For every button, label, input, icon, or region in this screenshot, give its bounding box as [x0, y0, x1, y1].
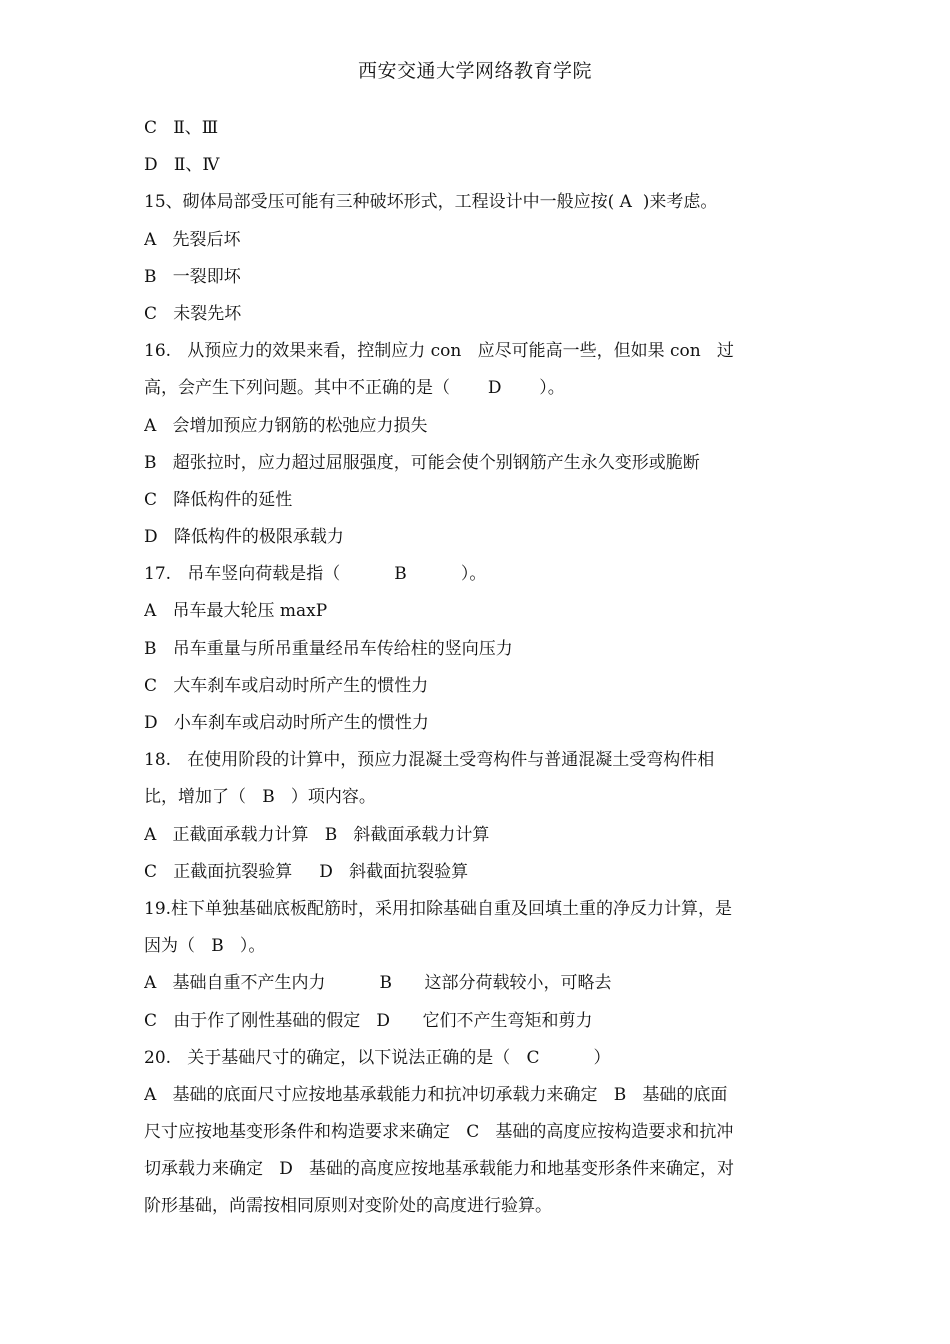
question-15: 15、砌体局部受压可能有三种破坏形式，工程设计中一般应按( A )来考虑。 — [144, 192, 718, 213]
option-b-q16: B 超张拉时，应力超过屈服强度，可能会使个别钢筋产生永久变形或脆断 — [144, 452, 700, 473]
option-d-q17: D 小车刹车或启动时所产生的惯性力 — [144, 713, 429, 733]
question-18-line-1: 18. 在使用阶段的计算中，预应力混凝土受弯构件与普通混凝土受弯构件相 — [144, 750, 715, 771]
question-19-line-1: 19.柱下单独基础底板配筋时，采用扣除基础自重及回填土重的净反力计算，是 — [144, 898, 733, 919]
option-b-q15: B 一裂即坏 — [144, 266, 241, 287]
question-17: 17. 吊车竖向荷载是指（ B ）。 — [144, 564, 487, 585]
options-q20-line-2: 尺寸应按地基变形条件和构造要求来确定 C 基础的高度应按构造要求和抗冲 — [144, 1122, 734, 1143]
option-d-q16: D 降低构件的极限承载力 — [144, 527, 344, 548]
option-b-q17: B 吊车重量与所吊重量经吊车传给柱的竖向压力 — [144, 638, 513, 659]
option-a-q15: A 先裂后坏 — [144, 229, 241, 250]
options-q20-line-3: 切承载力来确定 D 基础的高度应按地基承载能力和地基变形条件来确定，对 — [144, 1159, 735, 1180]
question-16-line-2: 高，会产生下列问题。其中不正确的是（ D ）。 — [144, 378, 565, 399]
options-q20-line-4: 阶形基础，尚需按相同原则对变阶处的高度进行验算。 — [144, 1196, 552, 1217]
option-c-q15: C 未裂先坏 — [144, 303, 242, 324]
option-a-q16: A 会增加预应力钢筋的松弛应力损失 — [144, 415, 428, 436]
question-19-line-2: 因为（ B ）。 — [144, 936, 266, 957]
options-ab-q19: A 基础自重不产生内力 B 这部分荷载较小，可略去 — [144, 973, 612, 994]
document-body — [144, 110, 816, 1226]
options-q20-line-1: A 基础的底面尺寸应按地基承载能力和抗冲切承载力来确定 B 基础的底面 — [144, 1084, 728, 1105]
question-18-line-2: 比，增加了（ B ）项内容。 — [144, 787, 376, 808]
option-d-q14: D Ⅱ、Ⅳ — [144, 155, 220, 176]
page-header: 西安交通大学网络教育学院 — [357, 60, 592, 82]
option-a-q17: A 吊车最大轮压 maxP — [144, 601, 328, 622]
options-ab-q18: A 正截面承载力计算 B 斜截面承载力计算 — [144, 824, 490, 845]
option-c-q16: C 降低构件的延性 — [144, 489, 293, 510]
question-20: 20. 关于基础尺寸的确定，以下说法正确的是（ C ） — [144, 1047, 611, 1068]
options-cd-q18: C 正截面抗裂验算 D 斜截面抗裂验算 — [144, 861, 469, 882]
question-16-line-1: 16. 从预应力的效果来看，控制应力 con 应尽可能高一些，但如果 con 过 — [144, 341, 734, 362]
option-c-q17: C 大车刹车或启动时所产生的惯性力 — [144, 675, 429, 696]
options-cd-q19: C 由于作了刚性基础的假定 D 它们不产生弯矩和剪力 — [144, 1010, 593, 1031]
option-c-q14: C Ⅱ、Ⅲ — [144, 118, 219, 138]
